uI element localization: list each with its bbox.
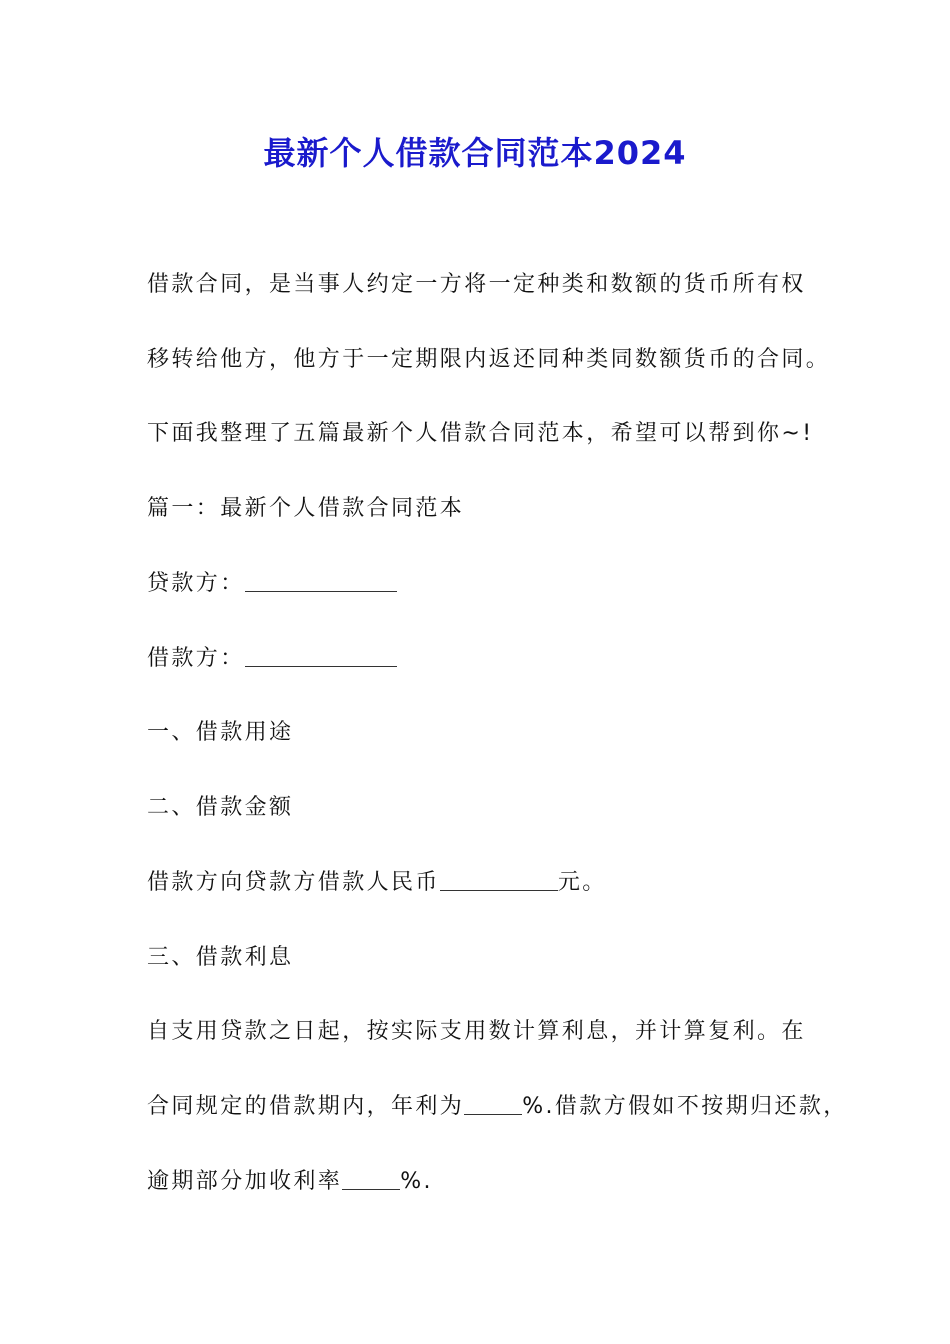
- section-heading-interest: 三、借款利息: [147, 945, 294, 970]
- overdue-rate-blank-line: [342, 1167, 400, 1190]
- interest-paragraph-line-3: [147, 1165, 433, 1199]
- annual-rate-blank-line: [464, 1092, 522, 1115]
- overdue-rate-text-after: %.: [400, 1169, 433, 1194]
- intro-paragraph-line-2: 移转给他方，他方于一定期限内返还同种类同数额货币的合同。: [147, 347, 831, 372]
- section-heading-amount: 二、借款金额: [147, 795, 294, 820]
- lender-field: [147, 567, 397, 601]
- interest-paragraph-line-1: 自支用贷款之日起，按实际支用数计算利息，并计算复利。在: [147, 1019, 806, 1044]
- lender-label: 贷款方：: [147, 571, 245, 596]
- borrower-blank-line: [245, 644, 397, 667]
- amount-text-before: 借款方向贷款方借款人民币: [147, 870, 440, 895]
- intro-paragraph-line-1: 借款合同，是当事人约定一方将一定种类和数额的货币所有权: [147, 272, 806, 297]
- overdue-rate-text-before: 逾期部分加收利率: [147, 1169, 343, 1194]
- borrower-label: 借款方：: [147, 646, 245, 671]
- amount-blank-line: [440, 868, 558, 891]
- lender-blank-line: [245, 569, 397, 592]
- intro-paragraph-line-3: 下面我整理了五篇最新个人借款合同范本，希望可以帮到你~!: [147, 421, 814, 446]
- interest-paragraph-line-2: [147, 1090, 848, 1124]
- interest-rate-text-before: 合同规定的借款期内，年利为: [147, 1094, 465, 1119]
- amount-text-after: 元。: [557, 870, 607, 895]
- borrower-field: [147, 642, 397, 676]
- amount-sentence: [147, 866, 607, 900]
- document-title: 最新个人借款合同范本2024: [263, 134, 687, 172]
- chapter-heading: 篇一：最新个人借款合同范本: [147, 496, 465, 521]
- section-heading-purpose: 一、借款用途: [147, 720, 294, 745]
- interest-rate-text-after: %.借款方假如不按期归还款，: [522, 1094, 848, 1119]
